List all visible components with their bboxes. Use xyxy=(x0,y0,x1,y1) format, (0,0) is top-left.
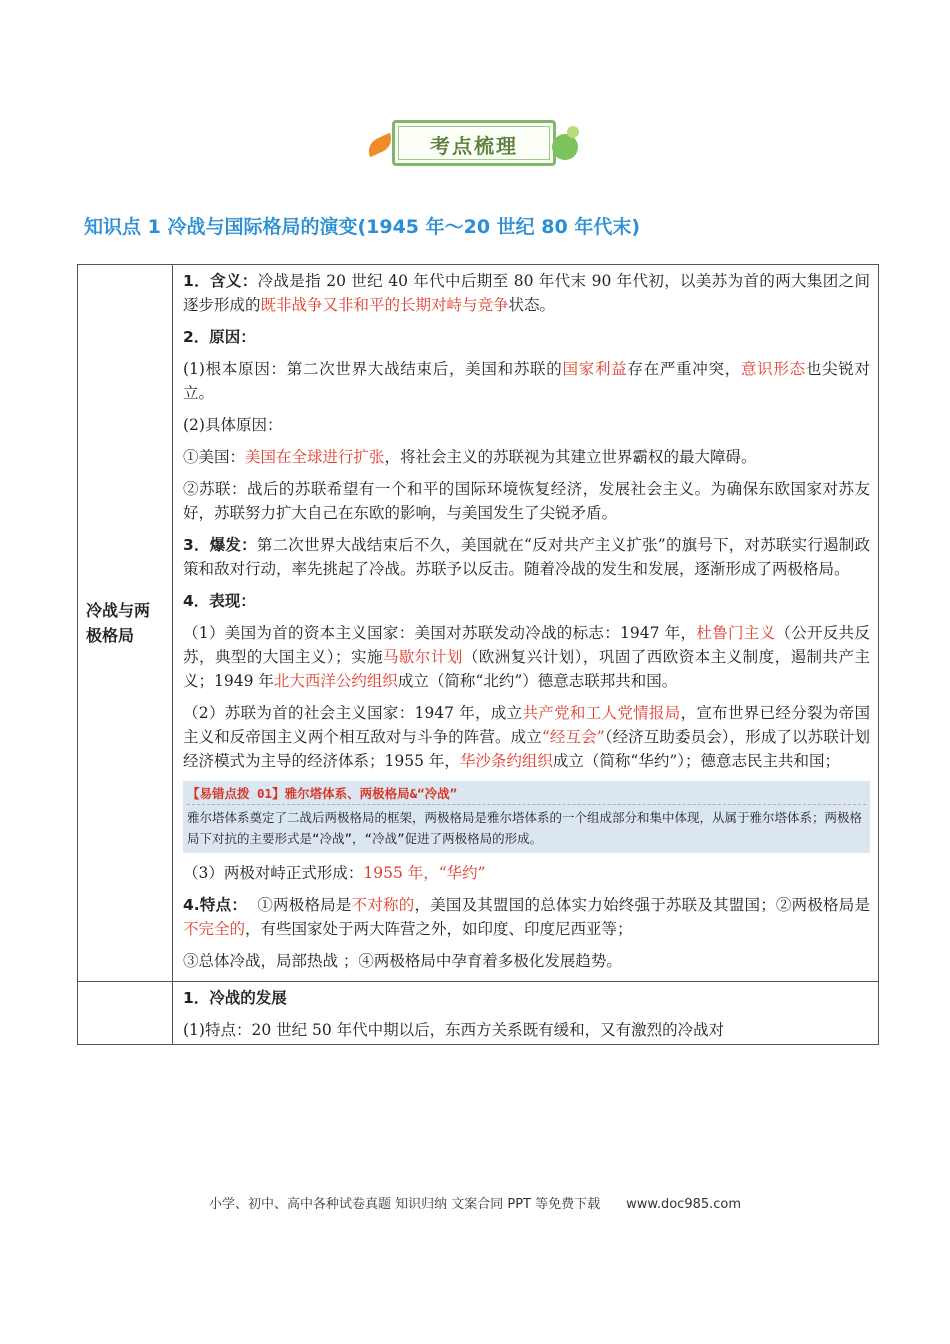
footer-url[interactable]: www.doc985.com xyxy=(626,1197,742,1212)
highlight-text: 华沙条约组织 xyxy=(459,752,553,770)
highlight-text: 既非战争又非和平的长期对峙与竞争 xyxy=(260,296,509,314)
root-cause-paragraph: (1)根本原因：第二次世界大战结束后，美国和苏联的国家利益存在严重冲突，意识形态也尖锐对立。 xyxy=(183,360,870,402)
row-content-cell xyxy=(173,265,879,982)
knowledge-point-heading: 知识点 1 冷战与国际格局的演变(1945 年～20 世纪 80 年代末) xyxy=(84,216,641,238)
highlight-text: 美国在全球进行扩张 xyxy=(245,448,385,466)
section-banner xyxy=(362,112,592,176)
highlight-text: 不对称的 xyxy=(351,896,415,914)
highlight-text: 共产党和工人党情报局 xyxy=(522,704,681,722)
development-heading: 1．冷战的发展 xyxy=(183,989,287,1007)
soviet-bloc-paragraph: （2）苏联为首的社会主义国家：1947 年，成立共产党和工人党情报局，宣布世界已经分裂为帝国主义和反帝国主义两个相互敌对与斗争的阵营。成立“经互会”（经济互助委员会），形成了以苏联计划经济模式为主导的经济体系；1955 年，华沙条约组织成立（简称“华约”）；德意志民主共和国； xyxy=(183,704,870,770)
formation-paragraph: （3）两极对峙正式形成：1955 年，“华约” xyxy=(183,864,486,882)
row-label-cell xyxy=(78,265,173,982)
error-tip-box xyxy=(183,781,870,853)
error-tip-title: 【易错点拨 01】雅尔塔体系、两极格局&“冷战” xyxy=(187,784,866,805)
us-bloc-paragraph: （1）美国为首的资本主义国家：美国对苏联发动冷战的标志：1947 年，杜鲁门主义（公开反共反苏，典型的大国主义）；实施马歇尔计划（欧洲复兴计划），巩固了西欧资本主义制度，遏制共产主义；1949 年北大西洋公约组织成立（简称“北约”）德意志联邦共和国。 xyxy=(183,624,870,690)
definition-label: 1．含义： xyxy=(183,272,258,290)
footer-text: 小学、初中、高中各种试卷真题 知识归纳 文案合同 PPT 等免费下载 xyxy=(208,1197,601,1212)
highlight-text: 1955 年，“华约” xyxy=(363,864,486,882)
outbreak-paragraph: 3．爆发：第二次世界大战结束后不久，美国就在“反对共产主义扩张”的旗号下，对苏联实行遏制政策和敌对行动，率先挑起了冷战。苏联予以反击。随着冷战的发生和发展，逐渐形成了两极格局。 xyxy=(183,536,870,578)
leaf-decoration-icon xyxy=(364,133,395,158)
highlight-text: 马歇尔计划 xyxy=(382,648,463,666)
performance-heading: 4．表现： xyxy=(183,592,256,610)
definition-paragraph: 1．含义：冷战是指 20 世纪 40 年代中后期至 80 年代末 90 年代初，以美苏为首的两大集团之间逐步形成的既非战争又非和平的长期对峙与竞争状态。 xyxy=(183,272,870,314)
cause-heading: 2．原因： xyxy=(183,328,256,346)
highlight-text: 不完全的 xyxy=(183,920,246,938)
small-ball-decoration-icon xyxy=(567,126,579,138)
knowledge-table xyxy=(77,264,879,1045)
development-paragraph: (1)特点：20 世纪 50 年代中期以后，东西方关系既有缓和，又有激烈的冷战对 xyxy=(183,1021,725,1039)
features-paragraph-2: ③总体冷战，局部热战 ；④两极格局中孕育着多极化发展趋势。 xyxy=(183,952,622,970)
page-footer xyxy=(0,1193,950,1212)
banner-frame xyxy=(392,120,556,166)
outbreak-label: 3．爆发： xyxy=(183,536,257,554)
highlight-text: “经互会” xyxy=(541,728,605,746)
features-paragraph: 4.特点： ①两极格局是不对称的，美国及其盟国的总体实力始终强于苏联及其盟国；②两极格局是不完全的，有些国家处于两大阵营之外，如印度、印度尼西亚等； xyxy=(183,896,870,938)
highlight-text: 国家利益 xyxy=(562,360,628,378)
us-cause-paragraph: ①美国：美国在全球进行扩张，将社会主义的苏联视为其建立世界霸权的最大障碍。 xyxy=(183,448,757,466)
highlight-text: 意识形态 xyxy=(740,360,806,378)
soviet-cause-paragraph: ②苏联：战后的苏联希望有一个和平的国际环境恢复经济，发展社会主义。为确保东欧国家对苏友好，苏联努力扩大自己在东欧的影响，与美国发生了尖锐矛盾。 xyxy=(183,480,870,522)
highlight-text: 北大西洋公约组织 xyxy=(273,672,398,690)
highlight-text: 杜鲁门主义 xyxy=(696,624,776,642)
features-label: 4.特点： xyxy=(183,896,248,914)
banner-title: 考点梳理 xyxy=(430,134,518,158)
table-row xyxy=(78,265,879,982)
row-label-cell xyxy=(78,982,173,1045)
table-row xyxy=(78,982,879,1045)
specific-cause-heading: (2)具体原因： xyxy=(183,416,283,434)
row-label: 冷战与两极格局 xyxy=(86,601,151,645)
error-tip-body: 雅尔塔体系奠定了二战后两极格局的框架，两极格局是雅尔塔体系的一个组成部分和集中体现，从属于雅尔塔体系；两极格局下对抗的主要形式是“冷战”，“冷战”促进了两极格局的形成。 xyxy=(187,810,863,846)
row-content-cell xyxy=(173,982,879,1045)
